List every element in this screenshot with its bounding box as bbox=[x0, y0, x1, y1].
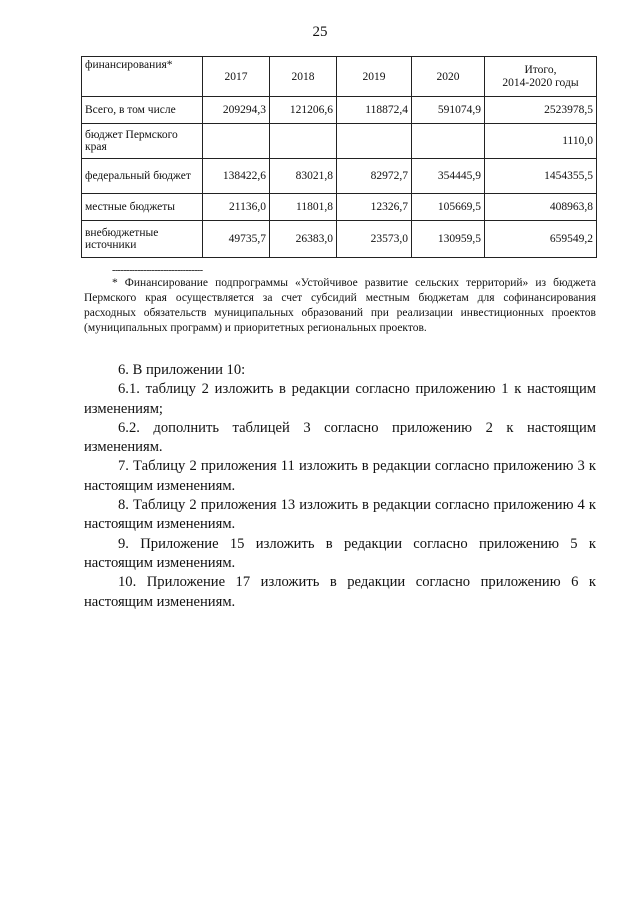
cell-value bbox=[270, 124, 337, 159]
header-year-2020: 2020 bbox=[412, 57, 485, 97]
cell-value: 11801,8 bbox=[270, 194, 337, 221]
cell-value: 83021,8 bbox=[270, 159, 337, 194]
page-number: 25 bbox=[312, 24, 328, 40]
cell-total: 408963,8 bbox=[485, 194, 597, 221]
table-header-row bbox=[82, 57, 597, 97]
footnote-separator: -------------------------------- bbox=[112, 265, 203, 276]
cell-total: 1454355,5 bbox=[485, 159, 597, 194]
header-year-2018: 2018 bbox=[270, 57, 337, 97]
row-label: внебюджетные источники bbox=[82, 221, 203, 258]
table-row bbox=[82, 221, 597, 258]
row-label: федеральный бюджет bbox=[82, 159, 203, 194]
amendment-items bbox=[84, 361, 596, 612]
cell-value: 49735,7 bbox=[203, 221, 270, 258]
table-row bbox=[82, 159, 597, 194]
header-total: Итого, 2014-2020 годы bbox=[485, 57, 597, 97]
cell-value: 209294,3 bbox=[203, 97, 270, 124]
row-label: Всего, в том числе bbox=[82, 97, 203, 124]
amendment-item: 10. Приложение 17 изложить в редакции согласно приложению 6 к настоящим изменениям. bbox=[84, 574, 596, 610]
cell-value: 105669,5 bbox=[412, 194, 485, 221]
cell-value: 354445,9 bbox=[412, 159, 485, 194]
row-label: местные бюджеты bbox=[82, 194, 203, 221]
header-year-2019: 2019 bbox=[337, 57, 412, 97]
cell-value bbox=[337, 124, 412, 159]
amendment-item: 6. В приложении 10: bbox=[118, 362, 246, 378]
cell-total: 1110,0 bbox=[485, 124, 597, 159]
amendment-item: 8. Таблицу 2 приложения 13 изложить в редакции согласно приложению 4 к настоящим изменениям. bbox=[84, 497, 596, 533]
cell-value: 26383,0 bbox=[270, 221, 337, 258]
amendment-item: 6.1. таблицу 2 изложить в редакции согласно приложению 1 к настоящим изменениям; bbox=[84, 381, 596, 417]
cell-value: 12326,7 bbox=[337, 194, 412, 221]
cell-value: 591074,9 bbox=[412, 97, 485, 124]
cell-value: 138422,6 bbox=[203, 159, 270, 194]
cell-value bbox=[412, 124, 485, 159]
cell-value: 121206,6 bbox=[270, 97, 337, 124]
cell-value: 130959,5 bbox=[412, 221, 485, 258]
cell-total: 659549,2 bbox=[485, 221, 597, 258]
table-row bbox=[82, 124, 597, 159]
cell-value: 23573,0 bbox=[337, 221, 412, 258]
cell-total: 2523978,5 bbox=[485, 97, 597, 124]
header-funding-source: финансирования* bbox=[82, 57, 203, 97]
amendment-item: 7. Таблицу 2 приложения 11 изложить в редакции согласно приложению 3 к настоящим изменениям. bbox=[84, 458, 596, 494]
header-year-2017: 2017 bbox=[203, 57, 270, 97]
table-row bbox=[82, 97, 597, 124]
cell-value: 118872,4 bbox=[337, 97, 412, 124]
table-row bbox=[82, 194, 597, 221]
financing-table bbox=[81, 56, 597, 258]
amendment-item: 6.2. дополнить таблицей 3 согласно приложению 2 к настоящим изменениям. bbox=[84, 419, 596, 456]
row-label: бюджет Пермского края bbox=[82, 124, 203, 159]
cell-value: 82972,7 bbox=[337, 159, 412, 194]
cell-value bbox=[203, 124, 270, 159]
footnote-text: * Финансирование подпрограммы «Устойчивое развитие сельских территорий» из бюджета Пермского края осуществляется за счет субсидий местным бюджетам для софинансирования расходных обязательств муниципальных образований при реализации инвестиционных проектов (муниципальных программ) и приоритетных региональных проектов. bbox=[84, 277, 596, 334]
cell-value: 21136,0 bbox=[203, 194, 270, 221]
amendment-item: 9. Приложение 15 изложить в редакции согласно приложению 5 к настоящим изменениям. bbox=[84, 535, 596, 571]
